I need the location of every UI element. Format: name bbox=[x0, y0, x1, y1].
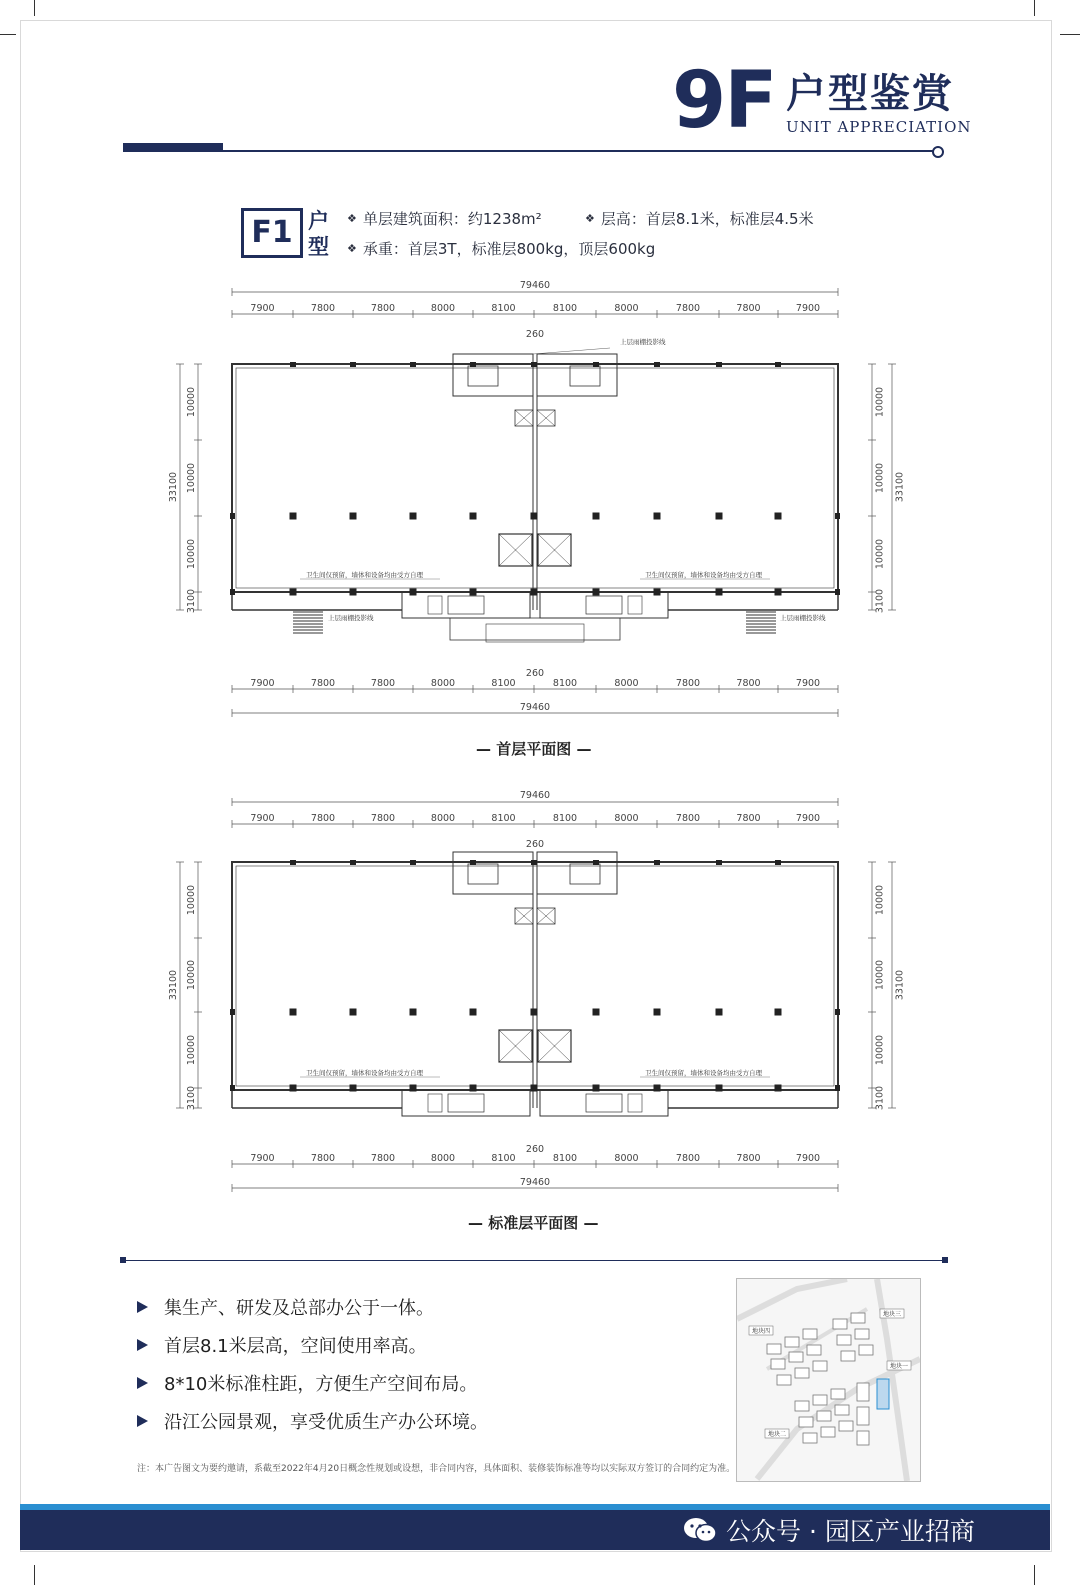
perimeter-column bbox=[350, 860, 356, 865]
triangle-bullet-icon bbox=[137, 1415, 148, 1427]
stair-flight bbox=[586, 596, 622, 614]
structural-column bbox=[531, 1085, 538, 1092]
dimension-bay: 8000 bbox=[614, 813, 639, 824]
plan-lines bbox=[232, 348, 838, 642]
dimension-lines bbox=[176, 288, 896, 717]
structural-column bbox=[410, 1085, 417, 1092]
stair-flight bbox=[448, 1094, 484, 1112]
dimension-depth: 10000 bbox=[874, 462, 886, 494]
structural-column bbox=[775, 589, 782, 596]
stair-core-left bbox=[453, 852, 533, 894]
perimeter-column bbox=[230, 513, 235, 519]
perimeter-column bbox=[230, 1009, 235, 1015]
toilet-block bbox=[428, 1094, 442, 1112]
stair-flight bbox=[448, 596, 484, 614]
crop-mark-tr-v bbox=[1034, 0, 1035, 16]
note-bathroom: 卫生间仅预留，墙体和设备均由受方自理 bbox=[645, 571, 762, 579]
unit-type-label-1: 户 bbox=[308, 209, 329, 233]
dimension-labels bbox=[250, 790, 820, 1188]
triangle-bullet-icon bbox=[137, 1339, 148, 1351]
perimeter-column bbox=[290, 860, 296, 865]
dimension-depth: 3100 bbox=[186, 588, 197, 614]
structural-column bbox=[593, 513, 600, 520]
spec-area-text: 单层建筑面积：约1238m² bbox=[362, 210, 542, 228]
perimeter-column bbox=[290, 362, 296, 367]
spec-load-text: 承重：首层3T，标准层800kg，顶层600kg bbox=[362, 240, 656, 258]
standard-plan-title: — 标准层平面图 — bbox=[468, 1214, 599, 1232]
perimeter-column bbox=[654, 860, 660, 865]
disclaimer-note: 注：本广告图文为要约邀请，系截至2022年4月20日概念性规划或设想，非合同内容，具体面积、装修装饰标准等均以实际双方签订的合同约定为准。 bbox=[137, 1464, 736, 1474]
dimension-total: 79460 bbox=[519, 702, 551, 713]
note-canopy: 上层雨棚投影线 bbox=[328, 614, 374, 622]
structural-column bbox=[290, 1009, 297, 1016]
dimension-gap: 260 bbox=[525, 668, 545, 679]
standard-floor-plan bbox=[150, 790, 930, 1200]
structural-column bbox=[531, 513, 538, 520]
dimension-bay: 8000 bbox=[614, 1153, 639, 1164]
structural-column bbox=[470, 1085, 477, 1092]
dimension-bay: 7900 bbox=[250, 678, 275, 689]
stair-flight bbox=[468, 366, 498, 386]
structural-column bbox=[350, 513, 357, 520]
feature-item bbox=[137, 1408, 488, 1434]
dimension-bay: 7800 bbox=[675, 813, 701, 824]
dimension-depth: 10000 bbox=[874, 538, 886, 570]
note-bathroom: 卫生间仅预留，墙体和设备均由受方自理 bbox=[306, 1069, 423, 1077]
perimeter-column bbox=[531, 860, 537, 865]
toilet-block bbox=[628, 596, 642, 614]
feature-text: 首层8.1米层高，空间使用率高。 bbox=[164, 1336, 427, 1357]
dimension-bay: 7800 bbox=[675, 303, 701, 314]
dimension-depth: 10000 bbox=[186, 386, 197, 418]
perimeter-column bbox=[470, 860, 476, 865]
spec-load bbox=[347, 238, 655, 259]
structural-column bbox=[470, 1009, 477, 1016]
dimension-bay: 7800 bbox=[736, 678, 761, 689]
perimeter-column bbox=[716, 860, 722, 865]
dimension-total: 79460 bbox=[519, 280, 551, 291]
perimeter-column bbox=[470, 362, 476, 367]
structural-column bbox=[716, 589, 723, 596]
dimension-bay: 8100 bbox=[491, 303, 516, 314]
dimension-bay: 7800 bbox=[310, 813, 336, 824]
map-label: 地块三 bbox=[882, 1311, 902, 1318]
page-title-cn: 户型鉴赏 bbox=[786, 71, 954, 117]
dimension-bay: 8000 bbox=[430, 303, 456, 314]
divider-end-square bbox=[120, 1257, 126, 1263]
map-label: 地块一 bbox=[889, 1363, 909, 1370]
perimeter-column bbox=[410, 860, 416, 865]
wechat-icon bbox=[682, 1516, 718, 1544]
perimeter-column bbox=[654, 362, 660, 367]
structural-column bbox=[410, 589, 417, 596]
column-grid bbox=[230, 860, 840, 1092]
perimeter-column bbox=[593, 362, 599, 367]
dimension-bay: 8100 bbox=[491, 678, 516, 689]
structural-column bbox=[350, 1009, 357, 1016]
dimension-depth: 10000 bbox=[874, 386, 886, 418]
dimension-depth: 10000 bbox=[186, 1034, 197, 1066]
column-grid bbox=[230, 362, 840, 596]
feature-text: 集生产、研发及总部办公于一体。 bbox=[164, 1298, 434, 1319]
perimeter-column bbox=[835, 589, 840, 595]
stair-core-right bbox=[537, 354, 617, 396]
dimension-bay: 7800 bbox=[675, 1153, 701, 1164]
dimension-bay: 8100 bbox=[491, 813, 516, 824]
page-title-en: UNIT APPRECIATION bbox=[786, 118, 972, 136]
dimension-depth: 10000 bbox=[874, 884, 886, 916]
dimension-bay: 8100 bbox=[552, 813, 578, 824]
structural-column bbox=[593, 1009, 600, 1016]
dimension-depth: 10000 bbox=[186, 538, 197, 570]
dimension-bay: 7900 bbox=[250, 1153, 275, 1164]
dimension-bay: 8000 bbox=[614, 678, 639, 689]
section-divider bbox=[124, 1260, 946, 1261]
perimeter-column bbox=[230, 1085, 235, 1091]
dimension-bay: 7900 bbox=[795, 678, 821, 689]
dimension-total-depth: 33100 bbox=[168, 969, 179, 1001]
dimension-bay: 7800 bbox=[310, 678, 336, 689]
structural-column bbox=[593, 1085, 600, 1092]
inner-wall-line bbox=[236, 866, 834, 1086]
stair-core-right bbox=[537, 852, 617, 894]
dimension-bay: 7800 bbox=[675, 678, 701, 689]
stair-core-left bbox=[453, 354, 533, 396]
crop-mark-tl-h bbox=[0, 34, 16, 35]
dimension-bay: 8000 bbox=[430, 813, 456, 824]
dimension-gap: 260 bbox=[525, 329, 545, 340]
header-rule-end-dot bbox=[932, 146, 944, 158]
header-rule bbox=[223, 150, 933, 152]
structural-column bbox=[290, 589, 297, 596]
stair-flight bbox=[468, 864, 498, 884]
ground-plan-title: — 首层平面图 — bbox=[476, 740, 592, 758]
structural-column bbox=[775, 513, 782, 520]
structural-column bbox=[654, 1009, 661, 1016]
dimension-total-depth: 33100 bbox=[894, 471, 906, 503]
feature-item bbox=[137, 1370, 477, 1396]
dimension-bay: 7800 bbox=[310, 1153, 336, 1164]
exterior-wall bbox=[232, 862, 838, 1090]
perimeter-column bbox=[835, 1085, 840, 1091]
feature-text: 沿江公园景观，享受优质生产办公环境。 bbox=[164, 1412, 488, 1433]
dimension-bay: 7800 bbox=[310, 303, 336, 314]
dimension-depth: 10000 bbox=[874, 959, 886, 991]
stair-flight bbox=[570, 366, 600, 386]
note-canopy: 上层雨棚投影线 bbox=[780, 614, 826, 622]
dimension-bay: 8100 bbox=[552, 303, 578, 314]
perimeter-column bbox=[531, 362, 537, 367]
map-label: 地块二 bbox=[767, 1431, 787, 1438]
site-map-drawing bbox=[737, 1279, 920, 1481]
dimension-depth: 3100 bbox=[186, 1085, 197, 1111]
dimension-bay: 7900 bbox=[795, 813, 821, 824]
exterior-wall bbox=[232, 364, 838, 592]
dimension-bay: 8000 bbox=[430, 1153, 456, 1164]
dimension-bay: 8100 bbox=[491, 1153, 516, 1164]
structural-column bbox=[531, 589, 538, 596]
structural-column bbox=[654, 513, 661, 520]
spec-height-text: 层高：首层8.1米，标准层4.5米 bbox=[600, 210, 814, 228]
perimeter-column bbox=[410, 362, 416, 367]
wechat-account-text: 公众号 · 园区产业招商 bbox=[726, 1517, 975, 1546]
plan-notes bbox=[306, 1068, 763, 1077]
spec-height bbox=[585, 208, 814, 229]
dimension-bay: 7800 bbox=[370, 1153, 396, 1164]
toilet-block bbox=[628, 1094, 642, 1112]
dimension-bay: 8100 bbox=[552, 678, 578, 689]
dimension-bay: 8000 bbox=[614, 303, 639, 314]
dimension-depth: 10000 bbox=[186, 462, 197, 494]
dimension-bay: 7900 bbox=[795, 1153, 821, 1164]
structural-column bbox=[775, 1085, 782, 1092]
dimension-total-depth: 33100 bbox=[894, 969, 906, 1001]
ground-floor-plan bbox=[150, 280, 930, 730]
triangle-bullet-icon bbox=[137, 1301, 148, 1313]
dimension-bay: 7800 bbox=[736, 1153, 761, 1164]
bullet-diamond-icon: ❖ bbox=[347, 242, 357, 255]
dimension-labels bbox=[250, 280, 820, 713]
inner-wall-line bbox=[236, 368, 834, 588]
dimension-depth: 3100 bbox=[874, 588, 886, 614]
perimeter-column bbox=[716, 362, 722, 367]
bullet-diamond-icon: ❖ bbox=[585, 212, 595, 225]
dimension-bay: 7800 bbox=[370, 813, 396, 824]
site-location-map bbox=[736, 1278, 921, 1482]
dimension-bay: 7900 bbox=[250, 813, 275, 824]
triangle-bullet-icon bbox=[137, 1377, 148, 1389]
feature-text: 8*10米标准柱距，方便生产空间布局。 bbox=[164, 1374, 478, 1395]
plan-notes bbox=[306, 337, 826, 622]
crop-mark-br-v bbox=[1034, 1565, 1035, 1585]
divider-end-square bbox=[942, 1257, 948, 1263]
dimension-total: 79460 bbox=[519, 1177, 551, 1188]
crop-mark-tl-v bbox=[34, 0, 35, 16]
leader-line bbox=[533, 348, 610, 354]
dimension-bay: 8000 bbox=[430, 678, 456, 689]
crop-mark-bl-v bbox=[34, 1565, 35, 1585]
dimension-bay: 7900 bbox=[795, 303, 821, 314]
structural-column bbox=[654, 589, 661, 596]
dimension-depth: 10000 bbox=[186, 959, 197, 991]
dimension-bay: 7800 bbox=[736, 303, 761, 314]
bullet-diamond-icon: ❖ bbox=[347, 212, 357, 225]
structural-column bbox=[716, 513, 723, 520]
dimension-lines bbox=[176, 798, 896, 1192]
floors-title: 9F bbox=[672, 56, 776, 146]
note-canopy: 上层雨棚投影线 bbox=[620, 338, 666, 346]
dimension-gap: 260 bbox=[525, 1144, 545, 1155]
structural-column bbox=[350, 1085, 357, 1092]
wechat-account-label bbox=[682, 1510, 975, 1550]
structural-column bbox=[716, 1009, 723, 1016]
unit-type-label bbox=[308, 208, 332, 260]
dimension-bay: 7800 bbox=[370, 303, 396, 314]
dimension-total-depth: 33100 bbox=[168, 471, 179, 503]
toilet-block bbox=[428, 596, 442, 614]
structural-column bbox=[290, 513, 297, 520]
dimension-depth: 3100 bbox=[874, 1085, 886, 1111]
structural-column bbox=[775, 1009, 782, 1016]
entrance-canopy bbox=[450, 618, 620, 640]
dimension-gap: 260 bbox=[525, 839, 545, 850]
perimeter-column bbox=[593, 860, 599, 865]
dimension-bay: 7800 bbox=[736, 813, 761, 824]
header-accent-bar bbox=[123, 143, 223, 152]
dimension-depth: 10000 bbox=[874, 1034, 886, 1066]
note-bathroom: 卫生间仅预留，墙体和设备均由受方自理 bbox=[306, 571, 423, 579]
dimension-depth: 10000 bbox=[186, 884, 197, 916]
feature-item bbox=[137, 1294, 434, 1320]
stair-flight bbox=[570, 864, 600, 884]
perimeter-column bbox=[350, 362, 356, 367]
structural-column bbox=[410, 513, 417, 520]
structural-column bbox=[593, 589, 600, 596]
structural-column bbox=[531, 1009, 538, 1016]
entrance-steps bbox=[486, 624, 584, 642]
perimeter-column bbox=[835, 1009, 840, 1015]
structural-column bbox=[350, 589, 357, 596]
dimension-total: 79460 bbox=[519, 790, 551, 801]
perimeter-column bbox=[775, 362, 781, 367]
perimeter-column bbox=[835, 513, 840, 519]
structural-column bbox=[290, 1085, 297, 1092]
dimension-bay: 8100 bbox=[552, 1153, 578, 1164]
structural-column bbox=[654, 1085, 661, 1092]
dimension-bay: 7900 bbox=[250, 303, 275, 314]
structural-column bbox=[470, 589, 477, 596]
map-label: 地块四 bbox=[751, 1328, 771, 1335]
perimeter-column bbox=[775, 860, 781, 865]
structural-column bbox=[410, 1009, 417, 1016]
structural-column bbox=[716, 1085, 723, 1092]
dimension-bay: 7800 bbox=[370, 678, 396, 689]
structural-column bbox=[470, 513, 477, 520]
stair-flight bbox=[586, 1094, 622, 1112]
note-bathroom: 卫生间仅预留，墙体和设备均由受方自理 bbox=[645, 1069, 762, 1077]
feature-item bbox=[137, 1332, 427, 1358]
unit-code-badge: F1 bbox=[241, 208, 303, 258]
crop-mark-tr-h bbox=[1060, 34, 1080, 35]
spec-area bbox=[347, 208, 542, 229]
perimeter-column bbox=[230, 589, 235, 595]
unit-type-label-2: 型 bbox=[308, 235, 329, 259]
